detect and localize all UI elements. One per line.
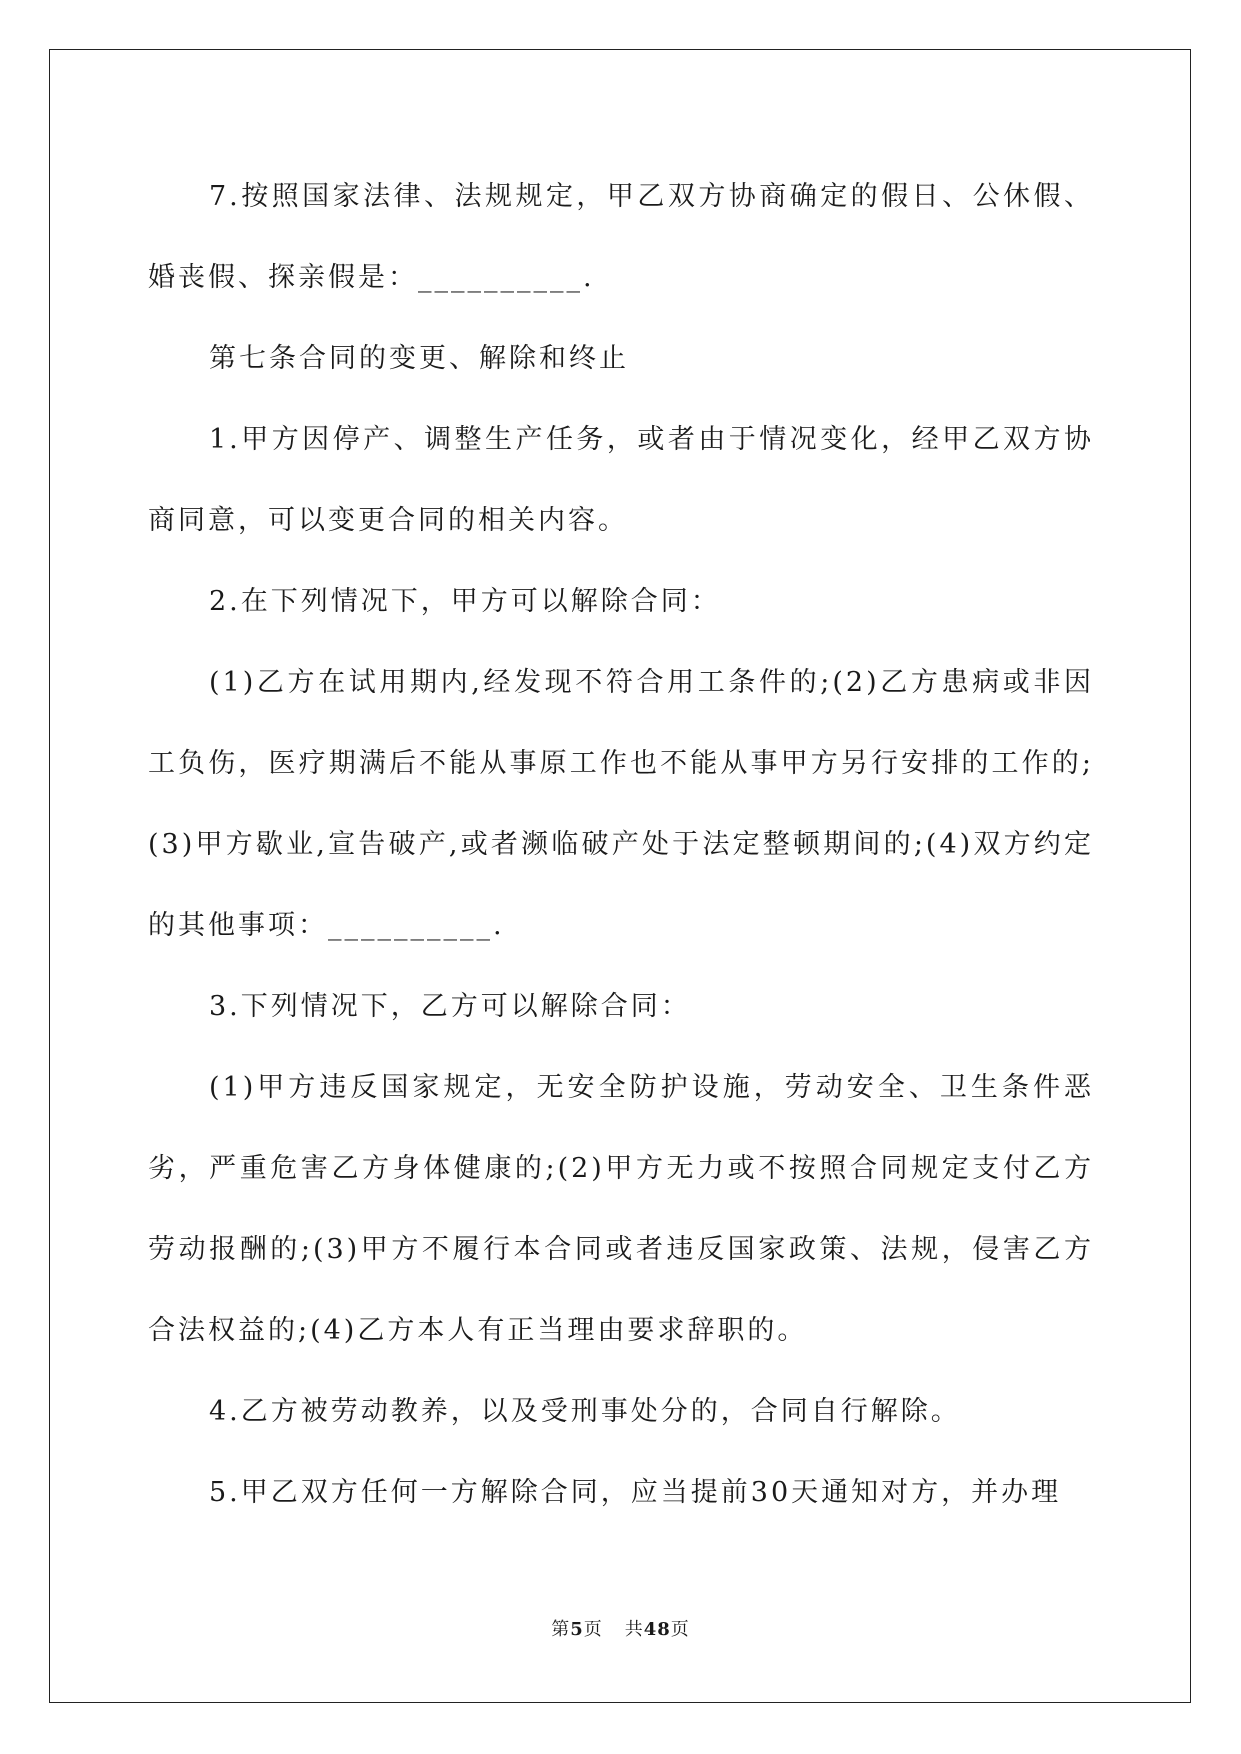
page-suffix: 页 [583, 1619, 603, 1640]
paragraph-clause-5: 5.甲乙双方任何一方解除合同，应当提前30天通知对方，并办理 [209, 1477, 1062, 1508]
page-number: 5 [570, 1619, 584, 1640]
total-pages: 48 [643, 1619, 671, 1640]
total-prefix: 共 [624, 1619, 644, 1640]
paragraph-holidays: 7.按照国家法律、法规规定，甲乙双方协商确定的假日、公休假、婚丧假、探亲假是：__________. [148, 181, 1094, 293]
paragraph-clause-2-items: (1)乙方在试用期内,经发现不符合用工条件的;(2)乙方患病或非因工负伤，医疗期满后不能从事原工作也不能从事甲方另行安排的工作的;(3)甲方歇业,宣告破产,或者濒临破产处于法定整顿期间的;(4)双方约定的其他事项：__________. [148, 667, 1094, 941]
total-suffix: 页 [670, 1619, 690, 1640]
document-body [148, 156, 1094, 1533]
paragraph-clause-4: 4.乙方被劳动教养，以及受刑事处分的，合同自行解除。 [209, 1396, 961, 1427]
page-footer [0, 1615, 1241, 1641]
paragraph-clause-3: 3.下列情况下，乙方可以解除合同： [209, 991, 691, 1022]
section-heading-article-7: 第七条合同的变更、解除和终止 [209, 343, 629, 374]
paragraph-clause-2: 2.在下列情况下，甲方可以解除合同： [209, 586, 721, 617]
page-prefix: 第 [551, 1619, 571, 1640]
paragraph-clause-3-items: (1)甲方违反国家规定，无安全防护设施，劳动安全、卫生条件恶劣，严重危害乙方身体健康的;(2)甲方无力或不按照合同规定支付乙方劳动报酬的;(3)甲方不履行本合同或者违反国家政策、法规，侵害乙方合法权益的;(4)乙方本人有正当理由要求辞职的。 [148, 1072, 1094, 1346]
paragraph-clause-1: 1.甲方因停产、调整生产任务，或者由于情况变化，经甲乙双方协商同意，可以变更合同的相关内容。 [148, 424, 1094, 536]
